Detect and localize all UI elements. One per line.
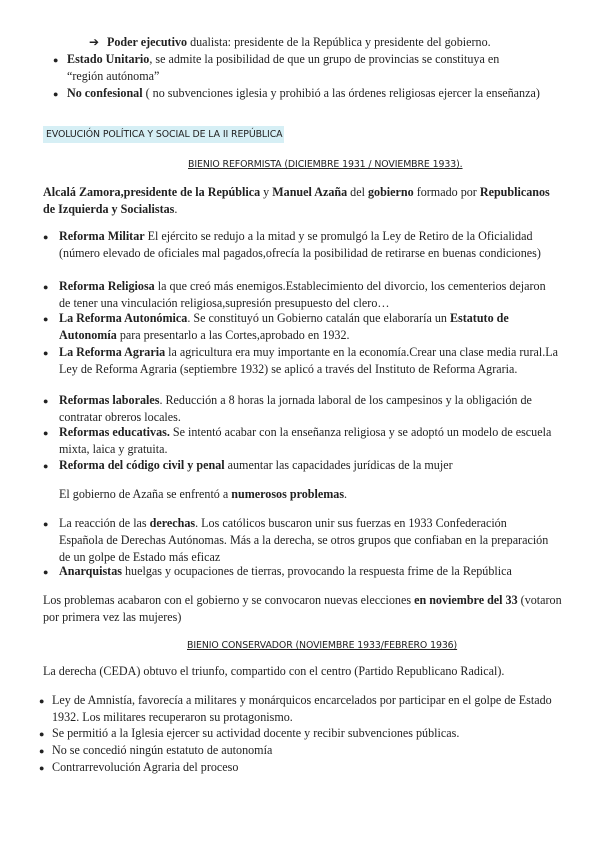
list-item-estatuto: No se concedió ningún estatuto de autonomía (52, 743, 273, 757)
list-item-reformas-educativas: Reformas educativas. Se intentó acabar con la enseñanza religiosa y se adoptó un modelo de escuela mixta, laica y gratuita. (59, 425, 552, 456)
bullet-icon: ● (43, 461, 49, 471)
bullet-icon: ● (53, 89, 59, 99)
arrow-bullet-icon: ➔ (89, 35, 100, 49)
list-item-reforma-religiosa: Reforma Religiosa la que creó más enemigos.Establecimiento del divorcio, los cementerios dejaron de tener una vinculación religiosa,supresión presupuesto del clero… (59, 279, 546, 310)
bullet-icon: ● (43, 396, 49, 406)
bienio-conservador-heading: BIENIO CONSERVADOR (NOVIEMBRE 1933/FEBRERO 1936) (187, 640, 458, 651)
list-item-iglesia: Se permitió a la Iglesia ejercer su actividad docente y recibir subvenciones públicas. (52, 726, 460, 740)
bienio-conservador-intro: La derecha (CEDA) obtuvo el triunfo, compartido con el centro (Partido Republicano Radical). (43, 664, 505, 678)
list-item-poder-ejecutivo: Poder ejecutivo dualista: presidente de la República y presidente del gobierno. (107, 35, 491, 49)
list-item-estado-unitario: Estado Unitario, se admite la posibilidad de que un grupo de provincias se constituya en “región autónoma” (67, 52, 500, 83)
bullet-icon: ● (43, 282, 49, 292)
list-item-no-confesional: No confesional ( no subvenciones iglesia y prohibió a las órdenes religiosas ejercer la enseñanza) (67, 86, 540, 100)
list-item-reformas-laborales: Reformas laborales. Reducción a 8 horas la jornada laboral de los campesinos y la obligación de contratar obreros locales. (59, 393, 532, 424)
section-heading: EVOLUCIÓN POLÍTICA Y SOCIAL DE LA II REPÚBLICA (43, 126, 284, 143)
list-item-anarquistas: Anarquistas huelgas y ocupaciones de tierras, provocando la respuesta frime de la República (59, 564, 512, 578)
bullet-icon: ● (43, 567, 49, 577)
bullet-icon: ● (43, 348, 49, 358)
list-item-reforma-codigo: Reforma del código civil y penal aumentar las capacidades jurídicas de la mujer (59, 458, 453, 472)
bullet-icon: ● (43, 519, 49, 529)
list-item-reforma-autonomica: La Reforma Autonómica. Se constituyó un Gobierno catalán que elaboraría un Estatuto de Autonomía para presentarlo a las Cortes,aprobado en 1932. (59, 311, 509, 342)
list-item-reforma-agraria: La Reforma Agraria la agricultura era muy importante en la economía.Crear una clase media rural.La Ley de Reforma Agraria (septiembre 1932) se aplicó a través del Instituto de Reforma Agraria. (59, 345, 559, 376)
list-item-derechas: La reacción de las derechas. Los católicos buscaron unir sus fuerzas en 1933 Confederación Española de Derechas Autónomas. Más a la derecha, se otros grupos que confiaban en la preparación de un golpe de Estado más eficaz (59, 516, 549, 564)
bullet-icon: ● (39, 746, 45, 756)
list-item-reforma-militar: Reforma Militar El ejército se redujo a la mitad y se promulgó la Ley de Retiro de la Oficialidad (número elevado de oficiales mal pagados,ofrecía la posibilidad de retirarse en buenas condiciones) (59, 229, 541, 260)
list-item-contrarrevolucion: Contrarrevolución Agraria del proceso (52, 760, 239, 774)
bullet-icon: ● (43, 428, 49, 438)
bullet-icon: ● (43, 232, 49, 242)
bienio-reformista-intro: Alcalá Zamora,presidente de la República y Manuel Azaña del gobierno formado por Republicanos de Izquierda y Socialistas. (43, 185, 550, 216)
bullet-icon: ● (43, 314, 49, 324)
problems-intro: El gobierno de Azaña se enfrentó a numerosos problemas. (59, 487, 348, 501)
bullet-icon: ● (53, 55, 59, 65)
bienio-reformista-heading: BIENIO REFORMISTA (DICIEMBRE 1931 / NOVIEMBRE 1933). (188, 159, 463, 170)
bullet-icon: ● (39, 696, 45, 706)
bullet-icon: ● (39, 763, 45, 773)
conclusion-paragraph: Los problemas acabaron con el gobierno y se convocaron nuevas elecciones en noviembre del 33 (votaron por primera vez las mujeres) (43, 593, 562, 624)
list-item-ley-amnistia: Ley de Amnistía, favorecía a militares y monárquicos encarcelados por participar en el golpe de Estado 1932. Los militares recuperaron su protagonismo. (52, 693, 552, 724)
bullet-icon: ● (39, 729, 45, 739)
